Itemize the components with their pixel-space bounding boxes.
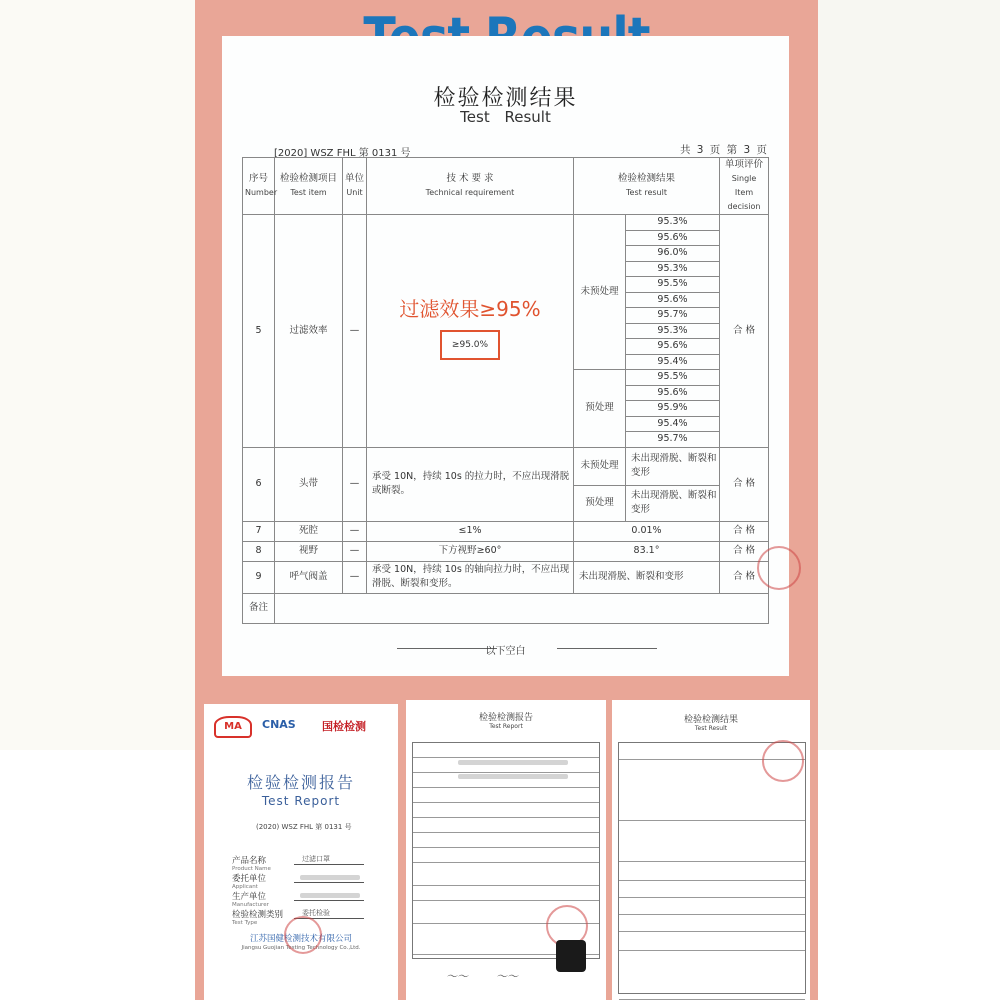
- row6-sub1-label: 未预处理: [574, 447, 626, 485]
- row7-number: 7: [243, 521, 275, 541]
- red-seal-stamp: [762, 740, 804, 782]
- row5-g2-value: 95.9%: [626, 401, 720, 417]
- row5-group1-label: 未预处理: [574, 215, 626, 370]
- row8-number: 8: [243, 541, 275, 561]
- row5-group2-label: 预处理: [574, 370, 626, 448]
- table-row: [243, 521, 769, 541]
- row7-decision: 合 格: [720, 521, 769, 541]
- header-decision: 单项评价 Single Item decision: [720, 158, 769, 215]
- filter-requirement-callout: 过滤效果≥95%: [399, 296, 541, 321]
- row8-requirement: 下方视野≥60°: [367, 541, 574, 561]
- table-row: [243, 215, 769, 231]
- row6-requirement: 承受 10N，持续 10s 的拉力时，不应出现滑脱或断裂。: [367, 447, 574, 521]
- row9-decision: 合 格: [720, 561, 769, 593]
- row5-item: 过滤效率: [275, 215, 343, 448]
- row7-requirement: ≤1%: [367, 521, 574, 541]
- cover-field-line: [294, 900, 364, 901]
- row5-g2-value: 95.6%: [626, 385, 720, 401]
- cover-field-line: [294, 882, 364, 883]
- row7-unit: —: [343, 521, 367, 541]
- footer-blank-note: 以下空白: [485, 646, 526, 657]
- row9-result: 未出现滑脱、断裂和变形: [574, 561, 720, 593]
- row6-sub1-result: 未出现滑脱、断裂和变形: [626, 447, 720, 485]
- filter-requirement-box: ≥95.0%: [440, 330, 500, 360]
- row8-item: 视野: [275, 541, 343, 561]
- cover-company-cn: 江苏国健检测技术有限公司: [249, 934, 352, 944]
- row7-result: 0.01%: [574, 521, 720, 541]
- row5-g2-value: 95.5%: [626, 370, 720, 386]
- row5-unit: —: [343, 215, 367, 448]
- row5-g1-value: 95.7%: [626, 308, 720, 324]
- guojian-logo: 国检检测: [322, 720, 366, 733]
- row5-g1-value: 95.6%: [626, 230, 720, 246]
- page2-title-cn: 检验检测报告: [478, 713, 533, 723]
- page-info: 共 3 页 第 3 页: [679, 144, 767, 156]
- mask-photo: [556, 940, 586, 972]
- redacted-text: [300, 893, 360, 898]
- redacted-text: [300, 875, 360, 880]
- cnas-logo: CNAS: [262, 718, 296, 731]
- header-unit: 单位 Unit: [343, 158, 367, 215]
- result-sheet: [222, 36, 789, 676]
- remarks-row: [243, 593, 769, 623]
- cover-field-value: 过滤口罩: [302, 855, 330, 863]
- table-row: [243, 541, 769, 561]
- row8-decision: 合 格: [720, 541, 769, 561]
- row5-g1-value: 95.4%: [626, 354, 720, 370]
- cover-report-number: (2020) WSZ FHL 第 0131 号: [256, 823, 352, 831]
- cover-field-label: 产品名称 Product Name: [232, 856, 271, 872]
- table-header-row: [243, 158, 769, 215]
- row5-requirement: [367, 215, 574, 448]
- row5-g1-value: 95.3%: [626, 261, 720, 277]
- table-row: [243, 447, 769, 485]
- row6-unit: —: [343, 447, 367, 521]
- row8-unit: —: [343, 541, 367, 561]
- cover-field-line: [294, 864, 364, 865]
- row5-decision: 合 格: [720, 215, 769, 448]
- row9-requirement: 承受 10N，持续 10s 的轴向拉力时，不应出现滑脱、断裂和变形。: [367, 561, 574, 593]
- row5-g1-value: 95.6%: [626, 292, 720, 308]
- cover-company-en: Jiangsu Guojian Testing Technology Co.,Ltd.: [241, 945, 361, 951]
- cover-field-label: 生产单位 Manufacturer: [232, 892, 269, 908]
- right-background: [818, 0, 1000, 750]
- sheet-title-cn: 检验检测结果: [433, 86, 578, 111]
- row9-item: 呼气阀盖: [275, 561, 343, 593]
- row6-sub2-label: 预处理: [574, 485, 626, 521]
- row5-number: 5: [243, 215, 275, 448]
- row6-number: 6: [243, 447, 275, 521]
- result-table: [242, 157, 769, 624]
- page2-title-en: Test Report: [489, 723, 523, 730]
- header-requirement: 技 术 要 求 Technical requirement: [367, 158, 574, 215]
- report-page3-thumbnail: [612, 700, 810, 1000]
- redacted-text: [458, 774, 568, 779]
- left-background: [0, 0, 195, 750]
- cover-title-cn: 检验检测报告: [246, 773, 355, 792]
- signature: 〜〜: [446, 970, 468, 983]
- cover-field-value: 委托检验: [302, 909, 330, 917]
- cover-field-label: 检验检测类别 Test Type: [232, 910, 284, 926]
- page3-title-en: Test Result: [694, 725, 728, 732]
- red-seal-stamp: [757, 546, 801, 590]
- cover-title-en: Test Report: [261, 794, 341, 808]
- row6-decision: 合 格: [720, 447, 769, 521]
- report-cover-thumbnail: [204, 704, 398, 1000]
- header-number: 序号 Number: [243, 158, 275, 215]
- signature: 〜〜: [496, 970, 518, 983]
- row9-number: 9: [243, 561, 275, 593]
- redacted-text: [458, 760, 568, 765]
- row5-g1-value: 95.6%: [626, 339, 720, 355]
- row9-unit: —: [343, 561, 367, 593]
- row8-result: 83.1°: [574, 541, 720, 561]
- row6-sub2-result: 未出现滑脱、断裂和变形: [626, 485, 720, 521]
- remarks-label: 备注: [243, 593, 275, 623]
- remarks-value: [275, 593, 769, 623]
- table-row: [243, 561, 769, 593]
- ma-logo: MA: [214, 716, 252, 738]
- page3-title-cn: 检验检测结果: [683, 715, 738, 725]
- report-page2-thumbnail: [406, 700, 606, 1000]
- row5-g1-value: 96.0%: [626, 246, 720, 262]
- header-result: 检验检测结果 Test result: [574, 158, 720, 215]
- red-seal-stamp: [284, 916, 322, 954]
- sheet-title-en: Test Result: [460, 108, 551, 126]
- row5-g2-value: 95.7%: [626, 432, 720, 448]
- row5-g1-value: 95.5%: [626, 277, 720, 293]
- cover-field-label: 委托单位 Applicant: [232, 874, 267, 890]
- row5-g1-value: 95.3%: [626, 215, 720, 231]
- row7-item: 死腔: [275, 521, 343, 541]
- row6-item: 头带: [275, 447, 343, 521]
- row5-g2-value: 95.4%: [626, 416, 720, 432]
- report-number: [2020] WSZ FHL 第 0131 号: [274, 148, 411, 159]
- row5-g1-value: 95.3%: [626, 323, 720, 339]
- header-item: 检验检测项目 Test item: [275, 158, 343, 215]
